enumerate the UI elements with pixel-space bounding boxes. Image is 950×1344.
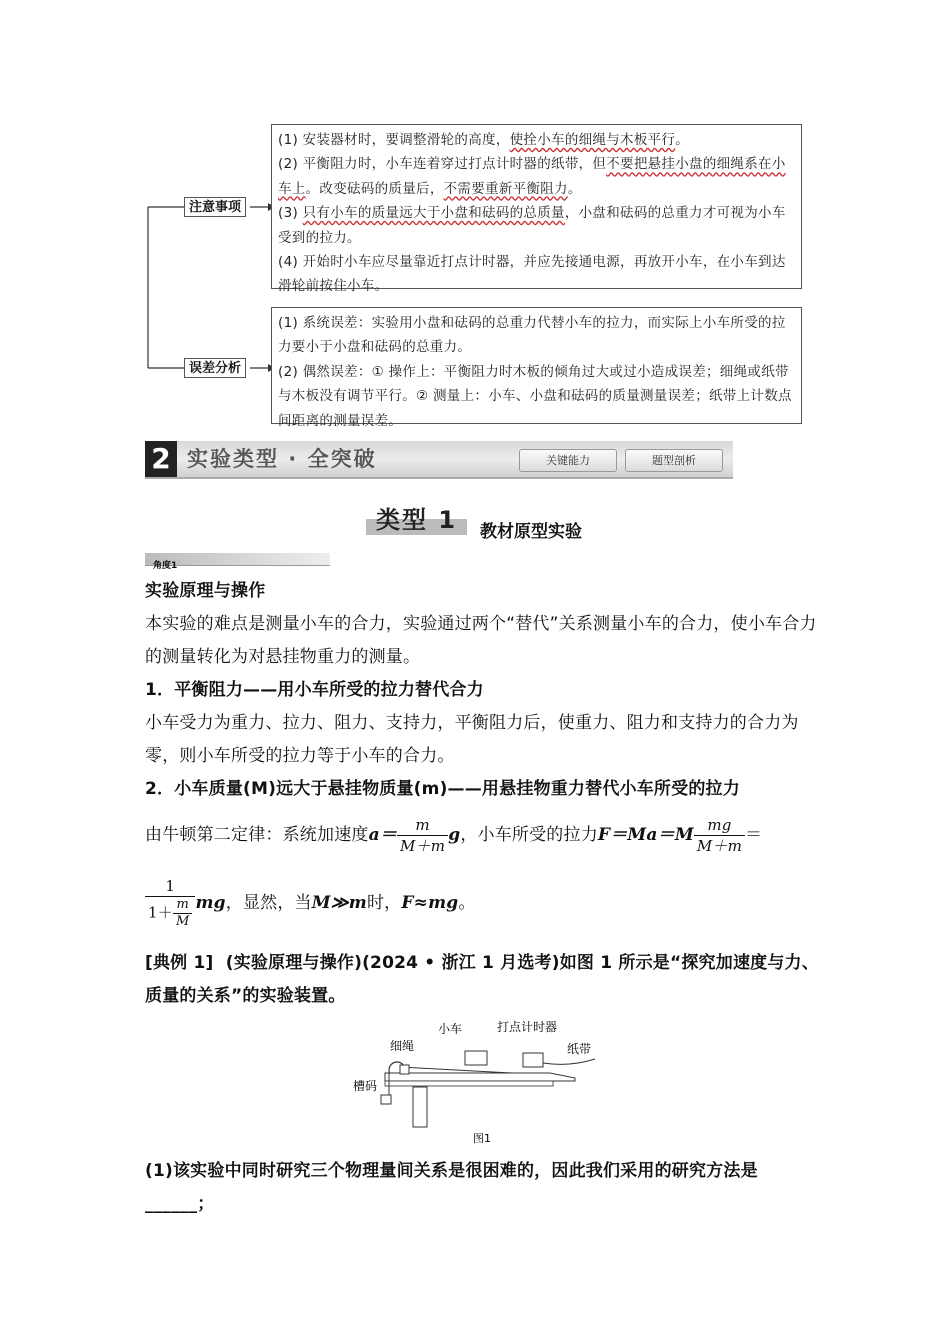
notes-box [271, 124, 802, 295]
figure-label-rope: 细绳 [390, 1039, 415, 1053]
question-analysis-button[interactable]: 题型剖析 [625, 449, 723, 472]
figure-caption: 图1 [473, 1132, 491, 1145]
table-leg [413, 1087, 427, 1127]
example-tag: [典例 1] [145, 953, 214, 973]
angle-tag [145, 553, 330, 571]
figure-label-timer: 打点计时器 [497, 1020, 558, 1034]
notes-label: 注意事项 [184, 197, 246, 217]
notes-line-3: (3) 只有小车的质量远大于小盘和砝码的总质量，小盘和砝码的总重力才可视为小车受到的拉力。 [278, 205, 786, 246]
errors-line-1: (1) 系统误差：实验用小盘和砝码的总重力代替小车的拉力，而实际上小车所受的拉力要小于小盘和砝码的总重力。 [278, 315, 786, 356]
figure-label-weight: 槽码 [353, 1079, 378, 1093]
key-ability-button[interactable]: 关键能力 [519, 449, 617, 472]
figure-label-cart: 小车 [438, 1022, 463, 1036]
mindmap-connectors [140, 195, 280, 375]
formula-line-1: 由牛顿第二定律：系统加速度a＝ $\frac{m}{M+m}$ g，小车所受的拉力F＝Ma＝M $\frac{mg}{M+m}$ ＝ [145, 815, 763, 855]
section-banner [145, 441, 733, 479]
answer-blank[interactable]: ______ [145, 1194, 198, 1214]
question-1: (1)该实验中同时研究三个物理量间关系是很困难的，因此我们采用的研究方法是______； [145, 1161, 758, 1214]
notes-line-2: (2) 平衡阻力时，小车连着穿过打点计时器的纸带，但不要把悬挂小盘的细绳系在小车上。改变砝码的质量后，不需要重新平衡阻力。 [278, 156, 786, 197]
formula-line-2: 1 1＋ $\frac{m}{M}$ mg，显然，当M≫m时，F≈mg。 [145, 868, 825, 938]
weight-block [381, 1095, 391, 1104]
banner-number: 2 [145, 441, 177, 477]
intro-paragraph: 本实验的难点是测量小车的合力，实验通过两个“替代”关系测量小车的合力，使小车合力的测量转化为对悬挂物重力的测量。 [145, 614, 817, 667]
type-subtitle: 教材原型实验 [480, 522, 582, 542]
cart-body [465, 1051, 487, 1065]
notes-line-4: (4) 开始时小车应尽量靠近打点计时器，并应先接通电源，再放开小车，在小车到达滑轮前按住小车。 [278, 254, 786, 295]
tape-line [543, 1059, 595, 1064]
notes-line-1: (1) 安装器材时，要调整滑轮的高度，使拴小车的细绳与木板平行。 [278, 132, 690, 148]
figure-apparatus [345, 1015, 615, 1150]
timer-body [523, 1053, 543, 1067]
type-label: 类型 1 [366, 500, 467, 535]
section-title: 实验原理与操作 [145, 581, 266, 601]
board [385, 1073, 575, 1081]
figure-label-tape: 纸带 [567, 1042, 592, 1056]
errors-label: 误差分析 [184, 358, 246, 378]
errors-box [271, 307, 802, 429]
example-paragraph: [典例 1] (实验原理与操作)(2024 • 浙江 1 月选考)如图 1 所示是“探究加速度与力、质量的关系”的实验装置。 [145, 953, 819, 1006]
type-heading [366, 500, 467, 535]
point2-title: 2．小车质量(M)远大于悬挂物质量(m)——用悬挂物重力替代小车所受的拉力 [145, 779, 740, 799]
point1-text: 小车受力为重力、拉力、阻力、支持力，平衡阻力后，使重力、阻力和支持力的合力为零，则小车所受的拉力等于小车的合力。 [145, 713, 799, 766]
point1-title: 1．平衡阻力——用小车所受的拉力替代合力 [145, 680, 484, 700]
banner-title: 实验类型 · 全突破 [187, 447, 377, 471]
errors-line-2: (2) 偶然误差：① 操作上：平衡阻力时木板的倾角过大或过小造成误差；细绳或纸带与木板没有调节平行。② 测量上：小车、小盘和砝码的质量测量误差；纸带上计数点间距离的测量误差。 [278, 363, 792, 429]
fraction-compound: 1 1＋ $\frac{m}{M}$ [145, 876, 195, 930]
angle-tag-label: 角度1 [153, 561, 178, 571]
fraction-mg: $\frac{mg}{M+m}$ [694, 815, 745, 856]
fraction-a: $\frac{m}{M+m}$ [397, 815, 448, 856]
